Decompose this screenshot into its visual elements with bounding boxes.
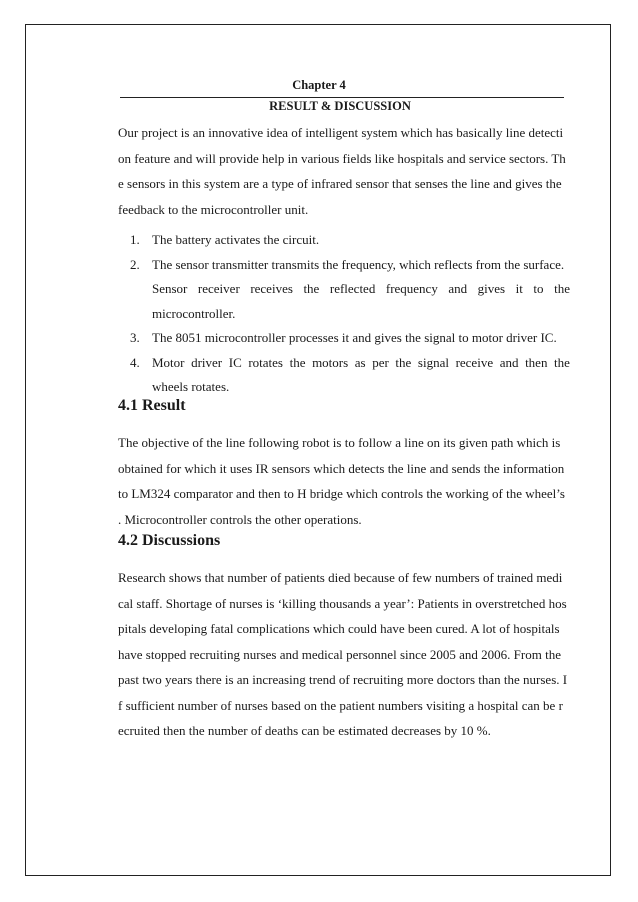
result-line: obtained for which it uses IR sensors which detects the line and sends the information (118, 460, 565, 476)
intro-line: e sensors in this system are a type of infrared sensor that senses the line and gives the (118, 176, 562, 191)
heading-rule (120, 97, 564, 98)
discussion-line: Research shows that number of patients died because of few numbers of trained medi (118, 570, 563, 585)
word: the (395, 354, 412, 370)
result-line: to LM324 comparator and then to H bridge which controls the working of the wheel’s (118, 486, 565, 501)
list-number: 2. (130, 256, 140, 272)
word: Motor (152, 354, 185, 370)
intro-paragraph (118, 120, 570, 222)
list-item (130, 253, 570, 327)
word: IC (228, 354, 242, 370)
list-number: 4. (130, 354, 140, 370)
list-item (130, 228, 570, 253)
word: it (515, 281, 523, 296)
discussion-line: pitals developing fatal complications which could have been cured. A lot of hospitals (118, 621, 560, 636)
result-title: 4.1 Result (118, 397, 186, 414)
intro-line: on feature and will provide help in various fields like hospitals and service sectors. Th (118, 150, 566, 166)
word: receives (250, 281, 293, 296)
word: per (372, 354, 389, 370)
list-line: The 8051 microcontroller processes it and gives the signal to motor driver IC. (152, 330, 557, 345)
list-item (130, 326, 570, 351)
list-line: microcontroller. (152, 305, 236, 321)
word: receiver (197, 281, 240, 296)
word: Sensor (152, 281, 188, 296)
word: frequency (385, 281, 438, 296)
intro-line: feedback to the microcontroller unit. (118, 201, 309, 217)
list-line: The sensor transmitter transmits the frequency, which reflects from the surface. (152, 256, 565, 272)
discussion-line: cal staff. Shortage of nurses is ‘killing thousands a year’: Patients in overstretched hos (118, 595, 567, 611)
word: then (525, 354, 548, 370)
word: rotates (248, 354, 283, 370)
word: reflected (329, 281, 376, 296)
word: as (354, 354, 366, 370)
word: the (289, 354, 306, 370)
chapter-heading: RESULT & DISCUSSION (269, 99, 411, 113)
steps-list (130, 228, 570, 400)
discussion-line: past two years there is an increasing trend of recruiting more doctors than the nurses. I (118, 672, 568, 687)
discussion-paragraph (118, 565, 570, 744)
list-line-justified (152, 277, 570, 302)
word: motors (312, 354, 349, 370)
discussion-line: ecruited then the number of deaths can be estimated decreases by 10 %. (118, 723, 491, 738)
word: driver (191, 354, 223, 370)
word: the (554, 281, 570, 296)
list-line: wheels rotates. (152, 379, 230, 394)
word: to (533, 281, 544, 296)
word: the (554, 354, 570, 370)
word: receive (455, 354, 494, 370)
chapter-label: Chapter 4 (292, 78, 346, 92)
word: and (499, 354, 519, 370)
word: gives (477, 281, 506, 296)
intro-line: Our project is an innovative idea of intelligent system which has basically line detecti (118, 125, 564, 140)
result-line: . Microcontroller controls the other operations. (118, 511, 362, 527)
list-line-justified (152, 351, 570, 376)
discussion-title: 4.2 Discussions (118, 532, 221, 549)
result-line: The objective of the line following robot is to follow a line on its given path which is (118, 435, 561, 450)
list-number: 3. (130, 330, 140, 345)
word: the (303, 281, 320, 296)
result-paragraph (118, 430, 570, 532)
discussion-line: have stopped recruiting nurses and medical personnel since 2005 and 2006. From the (118, 646, 561, 662)
word: and (448, 281, 468, 296)
word: signal (417, 354, 449, 370)
list-line: The battery activates the circuit. (152, 232, 320, 247)
list-number: 1. (130, 232, 140, 247)
discussion-line: f sufficient number of nurses based on the patient numbers visiting a hospital can be r (118, 697, 563, 713)
list-item (130, 351, 570, 400)
